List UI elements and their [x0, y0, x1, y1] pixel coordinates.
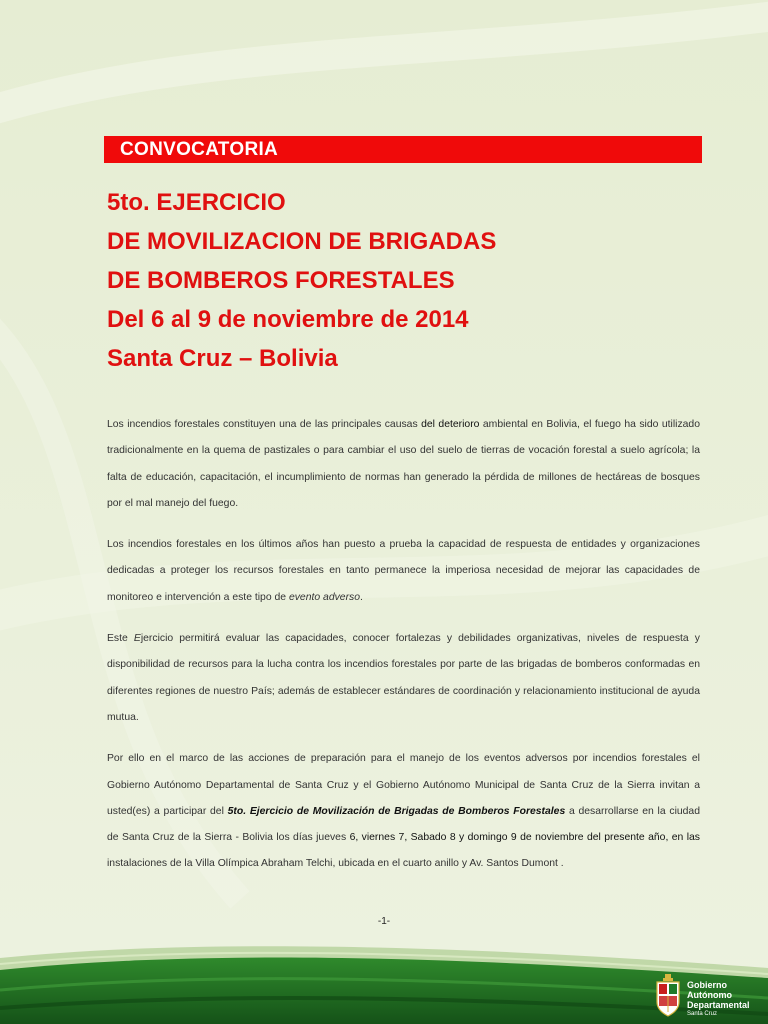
paragraph-intro: Los incendios forestales constituyen una de las principales causas del deterioro ambiental en Bolivia, el fuego ha sido utilizado tradicionalmente en la quema de pastizales o para cambiar el uso del suelo de tierras de vocación forestal a suelo agrícola; la falta de educación, capacitación, el incumplimiento de normas han generado la pérdida de millones de hectáreas de bosques por el mal manejo del fuego.: [107, 419, 700, 509]
title-line: 5to. EJERCICIO: [107, 189, 286, 216]
title-line: DE MOVILIZACION DE BRIGADAS: [107, 228, 497, 255]
document-body: [107, 412, 700, 878]
paragraph-purpose: Este Ejercicio permitirá evaluar las capacidades, conocer fortalezas y debilidades organizativas, niveles de respuesta y disponibilidad de recursos para la lucha contra los incendios forestales por parte de las brigadas de bomberos conformadas en diferentes regiones de nuestro País; además de establecer estándares de coordinación y relacionamiento institucional de ayuda mutua.: [107, 633, 700, 723]
banner-label: CONVOCATORIA: [120, 139, 279, 160]
title-line: Del 6 al 9 de noviembre de 2014: [107, 306, 469, 333]
title-line: Santa Cruz – Bolivia: [107, 345, 338, 372]
convocatoria-banner: [104, 136, 702, 163]
title-line: DE BOMBEROS FORESTALES: [107, 267, 455, 294]
coat-of-arms-icon: [654, 972, 682, 1022]
page-number: -1-: [377, 916, 391, 927]
event-title: [107, 183, 496, 378]
gobierno-logo: [654, 972, 764, 1022]
logo-wordmark: Gobierno Autónomo Departamental Santa Cruz: [687, 980, 750, 1017]
paragraph-context: Los incendios forestales en los últimos años han puesto a prueba la capacidad de respuesta de entidades y organizaciones dedicadas a proteger los recursos forestales en tanto permanece la imperiosa necesidad de mejorar las capacidades de monitoreo e intervención a este tipo de evento adverso.: [107, 539, 700, 603]
paragraph-invitation: Por ello en el marco de las acciones de preparación para el manejo de los eventos adversos por incendios forestales el Gobierno Autónomo Departamental de Santa Cruz y el Gobierno Autónomo Municipal de Santa Cruz de la Sierra invitan a usted(es) a participar del 5to. Ejercicio de Movilización de Brigadas de Bomberos Forestales a desarrollarse en la ciudad de Santa Cruz de la Sierra - Bolivia los días jueves 6, viernes 7, Sabado 8 y domingo 9 de noviembre del presente año, en las instalaciones de la Villa Olímpica Abraham Telchi, ubicada en el cuarto anillo y Av. Santos Dumont .: [107, 753, 701, 870]
